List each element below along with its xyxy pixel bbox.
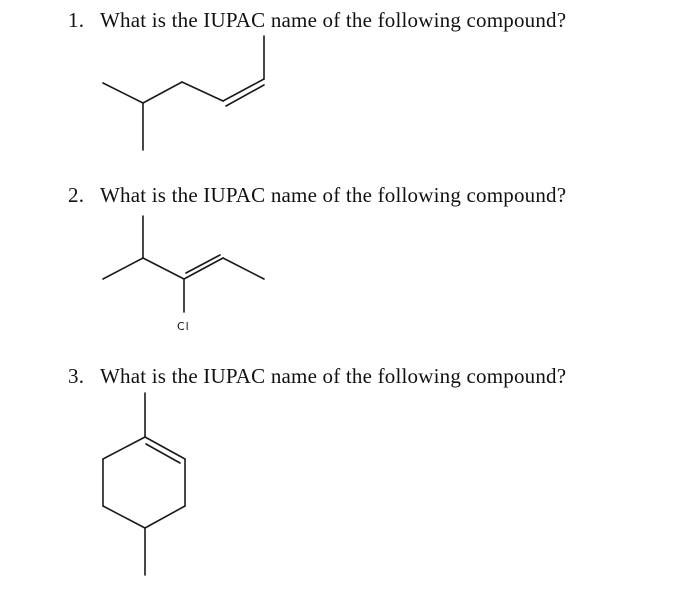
question-text: What is the IUPAC name of the following compound? <box>100 8 567 32</box>
bond <box>103 506 145 528</box>
question-number: 2. <box>68 183 85 207</box>
question-number: 1. <box>68 8 85 32</box>
bond <box>103 437 145 459</box>
bond <box>145 506 185 528</box>
double-bond-line <box>145 437 185 459</box>
question-text: What is the IUPAC name of the following compound? <box>100 183 567 207</box>
question-text: What is the IUPAC name of the following compound? <box>100 364 567 388</box>
chlorine-label: Cl <box>177 320 190 333</box>
question-number: 3. <box>68 364 85 388</box>
